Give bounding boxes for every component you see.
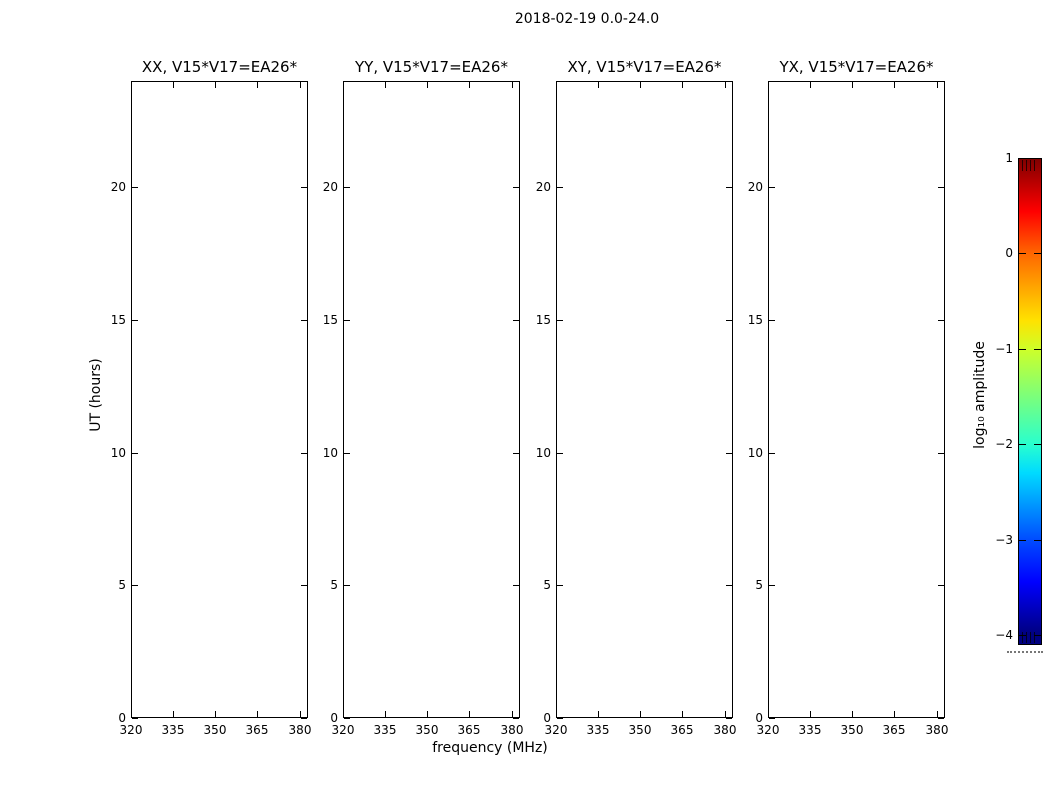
x-tick-label: 335 <box>586 723 610 737</box>
y-tick <box>132 320 138 321</box>
y-tick <box>769 585 775 586</box>
colorbar-tick <box>1019 540 1026 541</box>
y-tick <box>938 718 944 719</box>
x-tick <box>768 82 769 88</box>
x-tick <box>173 711 174 717</box>
x-tick-label: 350 <box>628 723 652 737</box>
y-axis-label: UT (hours) <box>88 358 104 432</box>
x-tick-label: 365 <box>670 723 694 737</box>
x-tick-label: 380 <box>288 723 312 737</box>
panel-4 <box>768 81 945 718</box>
y-tick <box>132 585 138 586</box>
y-tick-label: 20 <box>535 180 551 194</box>
colorbar-tick-label: −4 <box>995 628 1013 642</box>
y-tick-label: 20 <box>110 180 126 194</box>
colorbar-tick <box>1019 635 1026 636</box>
x-tick-label: 335 <box>373 723 397 737</box>
y-tick <box>938 187 944 188</box>
colorbar-tick-label: 1 <box>1005 151 1013 165</box>
colorbar-tick-label: −1 <box>995 342 1013 356</box>
x-tick <box>556 711 557 717</box>
x-tick <box>894 82 895 88</box>
colorbar-tick-label: −2 <box>995 437 1013 451</box>
x-tick <box>257 711 258 717</box>
x-tick <box>937 711 938 717</box>
colorbar-tick <box>1019 349 1026 350</box>
x-tick <box>131 82 132 88</box>
colorbar-tick <box>1034 635 1041 636</box>
y-tick <box>344 585 350 586</box>
colorbar-bottom-hatch <box>1022 632 1038 643</box>
figure-title: 2018-02-19 0.0-24.0 <box>514 11 660 27</box>
y-tick <box>938 320 944 321</box>
y-tick-label: 10 <box>110 446 126 460</box>
x-tick <box>427 82 428 88</box>
y-tick-label: 10 <box>747 446 763 460</box>
y-tick <box>132 453 138 454</box>
colorbar-label: log₁₀ amplitude <box>972 341 988 449</box>
y-tick <box>132 718 138 719</box>
y-tick-label: 0 <box>330 711 338 725</box>
colorbar-underline-dots <box>1007 651 1043 653</box>
x-tick <box>768 711 769 717</box>
y-tick <box>344 453 350 454</box>
x-tick <box>894 711 895 717</box>
panel-title: XX, V15*V17=EA26* <box>141 58 298 76</box>
panel-title: YX, V15*V17=EA26* <box>779 58 934 76</box>
y-tick-label: 5 <box>543 578 551 592</box>
y-tick-label: 5 <box>330 578 338 592</box>
y-tick-label: 15 <box>747 313 763 327</box>
x-tick <box>682 711 683 717</box>
x-tick <box>131 711 132 717</box>
y-tick <box>557 320 563 321</box>
colorbar-tick <box>1034 444 1041 445</box>
colorbar-top-hatch <box>1022 160 1038 171</box>
y-tick-label: 15 <box>322 313 338 327</box>
y-tick <box>132 187 138 188</box>
y-tick-label: 0 <box>755 711 763 725</box>
x-tick <box>725 82 726 88</box>
y-tick-label: 10 <box>535 446 551 460</box>
colorbar-tick <box>1019 158 1026 159</box>
x-axis-label: frequency (MHz) <box>432 740 548 756</box>
colorbar-tick <box>1034 253 1041 254</box>
y-tick <box>938 453 944 454</box>
x-tick <box>598 82 599 88</box>
x-tick-label: 335 <box>161 723 185 737</box>
y-tick <box>769 187 775 188</box>
y-tick-label: 15 <box>110 313 126 327</box>
y-tick <box>557 187 563 188</box>
x-tick-label: 350 <box>415 723 439 737</box>
x-tick <box>343 711 344 717</box>
y-tick <box>344 718 350 719</box>
x-tick-label: 380 <box>713 723 737 737</box>
y-tick <box>557 453 563 454</box>
colorbar-gradient <box>1018 158 1042 645</box>
y-tick-label: 15 <box>535 313 551 327</box>
y-tick-label: 0 <box>543 711 551 725</box>
y-tick <box>938 585 944 586</box>
colorbar-tick <box>1034 158 1041 159</box>
y-tick-label: 5 <box>755 578 763 592</box>
colorbar-tick <box>1034 540 1041 541</box>
x-tick <box>215 711 216 717</box>
y-tick <box>769 453 775 454</box>
panel-3 <box>556 81 733 718</box>
colorbar-tick-label: −3 <box>995 533 1013 547</box>
x-tick-label: 320 <box>756 723 780 737</box>
y-tick <box>557 585 563 586</box>
colorbar-tick <box>1034 349 1041 350</box>
x-tick <box>300 82 301 88</box>
x-tick-label: 380 <box>500 723 524 737</box>
x-tick-label: 380 <box>925 723 949 737</box>
y-tick-label: 5 <box>118 578 126 592</box>
y-tick <box>769 320 775 321</box>
panel-title: YY, V15*V17=EA26* <box>355 58 508 76</box>
y-tick-label: 0 <box>118 711 126 725</box>
colorbar-tick-label: 0 <box>1005 246 1013 260</box>
x-tick <box>469 711 470 717</box>
x-tick <box>173 82 174 88</box>
x-tick <box>682 82 683 88</box>
colorbar-tick <box>1019 444 1026 445</box>
x-tick <box>810 711 811 717</box>
x-tick <box>469 82 470 88</box>
x-tick <box>512 82 513 88</box>
x-tick <box>937 82 938 88</box>
y-tick-label: 10 <box>322 446 338 460</box>
x-tick <box>852 82 853 88</box>
colorbar-tick <box>1019 253 1026 254</box>
x-tick <box>385 82 386 88</box>
x-tick-label: 320 <box>119 723 143 737</box>
x-tick <box>257 82 258 88</box>
y-tick <box>557 718 563 719</box>
panel-title: XY, V15*V17=EA26* <box>567 58 722 76</box>
x-tick <box>427 711 428 717</box>
x-tick-label: 365 <box>457 723 481 737</box>
x-tick <box>215 82 216 88</box>
x-tick-label: 350 <box>840 723 864 737</box>
x-tick-label: 350 <box>203 723 227 737</box>
y-tick-label: 20 <box>322 180 338 194</box>
x-tick-label: 365 <box>245 723 269 737</box>
y-tick <box>344 187 350 188</box>
x-tick <box>640 82 641 88</box>
panel-1 <box>131 81 308 718</box>
x-tick <box>598 711 599 717</box>
x-tick <box>343 82 344 88</box>
x-tick-label: 335 <box>798 723 822 737</box>
y-tick-label: 20 <box>747 180 763 194</box>
y-tick <box>344 320 350 321</box>
x-tick <box>556 82 557 88</box>
y-tick <box>769 718 775 719</box>
x-tick <box>385 711 386 717</box>
x-tick-label: 320 <box>544 723 568 737</box>
panel-2 <box>343 81 520 718</box>
x-tick <box>810 82 811 88</box>
x-tick <box>852 711 853 717</box>
x-tick <box>640 711 641 717</box>
x-tick-label: 365 <box>882 723 906 737</box>
x-tick-label: 320 <box>331 723 355 737</box>
